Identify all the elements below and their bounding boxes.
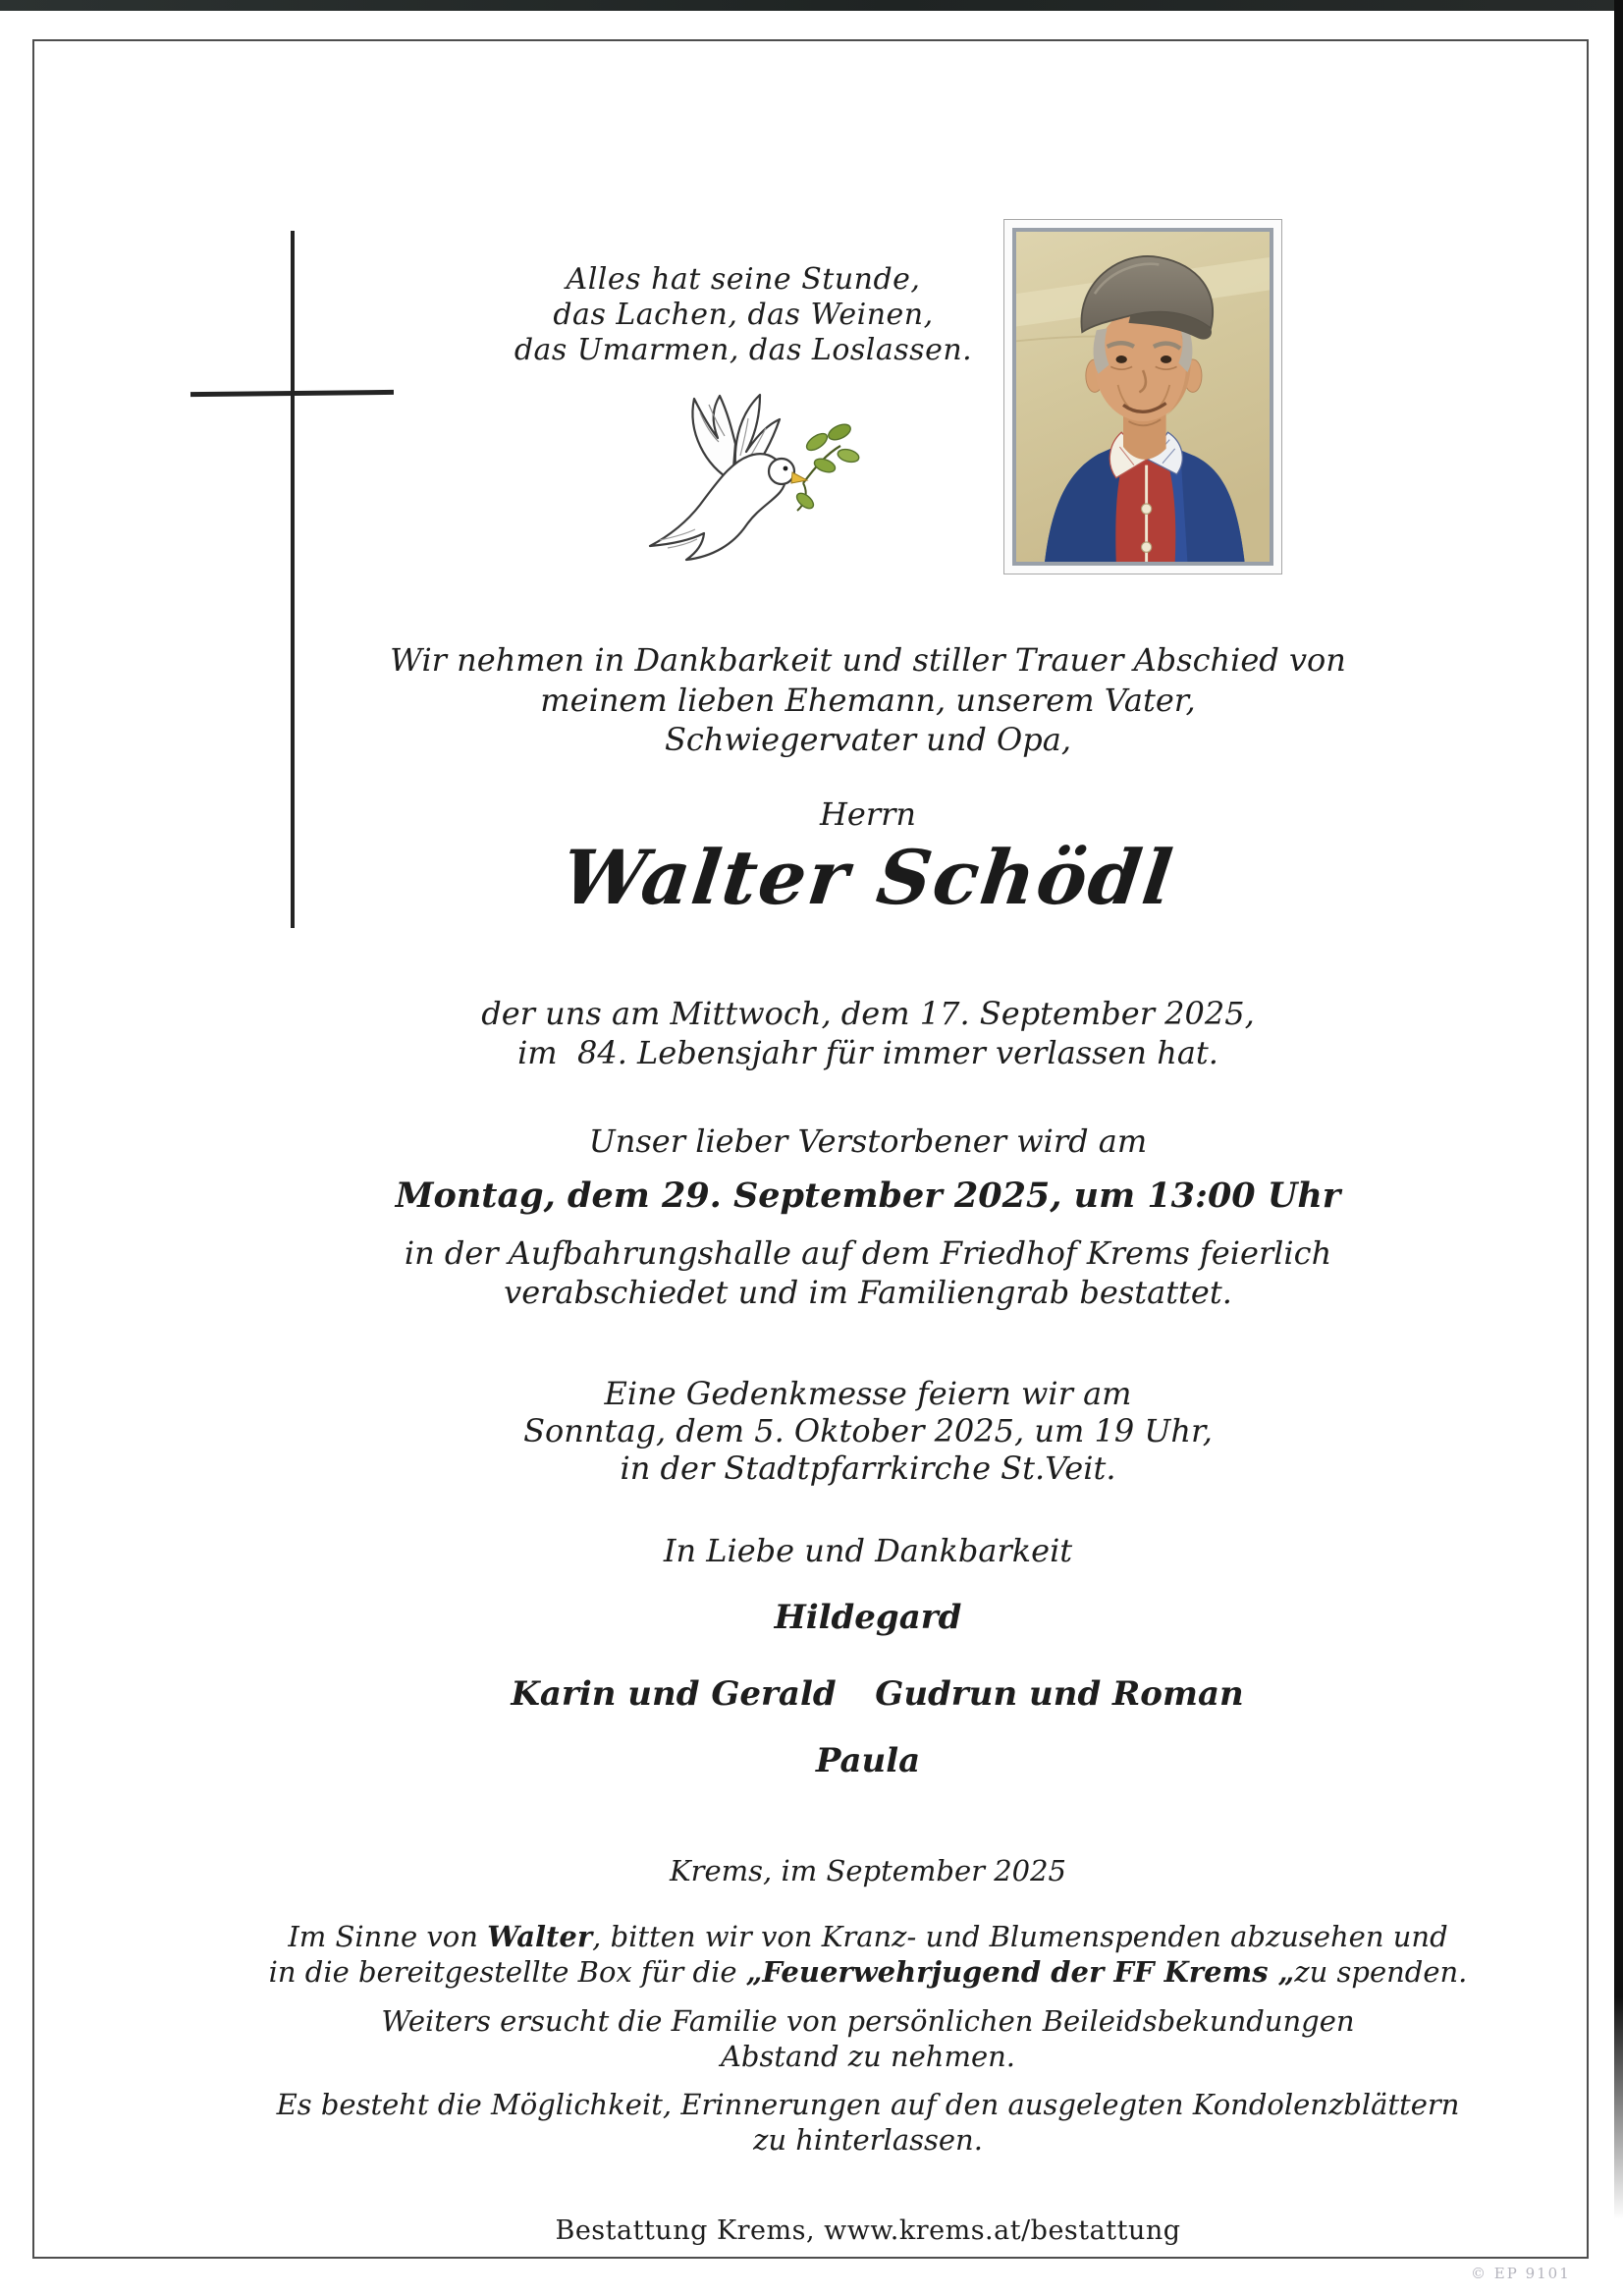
donation-line-1-post: , bitten wir von Kranz- und Blumenspenden abzusehen und <box>592 1920 1448 1953</box>
donation-line-1 <box>288 1920 1448 1953</box>
mourner-right: Gudrun und Roman <box>875 1674 1244 1714</box>
death-info-line-1: der uns am Mittwoch, dem 17. September 2025, <box>481 995 1255 1032</box>
portrait-photo <box>1012 228 1273 566</box>
scan-edge-top <box>0 0 1623 11</box>
funeral-line-1: in der Aufbahrungshalle auf dem Friedhof Krems feierlich <box>404 1234 1332 1272</box>
salutation: Herrn <box>819 795 917 833</box>
quote-line-3: das Umarmen, das Loslassen. <box>514 333 973 367</box>
footer-funeral-home: Bestattung Krems, www.krems.at/bestattung <box>555 2215 1181 2246</box>
print-code: © EP 9101 <box>1471 2265 1571 2282</box>
dove-with-olive-branch <box>638 391 862 583</box>
memory-note-line-1: Es besteht die Möglichkeit, Erinnerungen auf den ausgelegten Kondolenzblättern <box>276 2088 1460 2121</box>
dove-icon <box>638 391 862 583</box>
mourner-widow: Hildegard <box>774 1598 962 1637</box>
donation-line-2-post: zu spenden. <box>1294 1955 1468 1989</box>
memorial-mass-line-1: Eine Gedenkmesse feiern wir am <box>604 1375 1132 1412</box>
condolence-line-1: Weiters ersucht die Familie von persönlichen Beileidsbekundungen <box>381 2004 1355 2038</box>
donation-line-1-bold: Walter <box>487 1920 593 1953</box>
cross-vertical-bar <box>291 231 295 928</box>
portrait-photo-frame <box>1003 219 1282 574</box>
donation-line-2-bold: „Feuerwehrjugend der FF Krems „ <box>745 1955 1295 1989</box>
quote-line-1: Alles hat seine Stunde, <box>566 262 921 297</box>
quote-line-2: das Lachen, das Weinen, <box>553 298 934 332</box>
memory-note-line-2: zu hinterlassen. <box>753 2123 983 2157</box>
death-info-line-2: im 84. Lebensjahr für immer verlassen hat. <box>517 1034 1218 1071</box>
closing-line: In Liebe und Dankbarkeit <box>663 1532 1073 1569</box>
funeral-datetime: Montag, dem 29. September 2025, um 13:00 Uhr <box>395 1175 1341 1216</box>
donation-line-2-pre: in die bereitgestellte Box für die <box>268 1955 746 1989</box>
portrait-illustration <box>1016 232 1270 562</box>
mourner-left: Karin und Gerald <box>511 1674 837 1714</box>
donation-line-1-pre: Im Sinne von <box>288 1920 488 1953</box>
memorial-mass-line-3: in der Stadtpfarrkirche St.Veit. <box>620 1449 1116 1487</box>
place-date: Krems, im September 2025 <box>669 1854 1067 1887</box>
intro-line-2: meinem lieben Ehemann, unserem Vater, <box>540 682 1196 719</box>
scan-edge-right <box>1614 0 1623 2219</box>
funeral-lead: Unser lieber Verstorbener wird am <box>588 1122 1148 1160</box>
memorial-mass-line-2: Sonntag, dem 5. Oktober 2025, um 19 Uhr, <box>523 1412 1213 1449</box>
deceased-name: Walter Schödl <box>557 834 1179 921</box>
intro-line-1: Wir nehmen in Dankbarkeit und stiller Trauer Abschied von <box>390 641 1346 679</box>
funeral-line-2: verabschiedet und im Familiengrab bestattet. <box>504 1274 1232 1311</box>
donation-line-2 <box>268 1955 1468 1989</box>
mourner-grandchild: Paula <box>815 1741 921 1780</box>
intro-line-3: Schwiegervater und Opa, <box>665 721 1071 758</box>
condolence-line-2: Abstand zu nehmen. <box>720 2040 1016 2073</box>
